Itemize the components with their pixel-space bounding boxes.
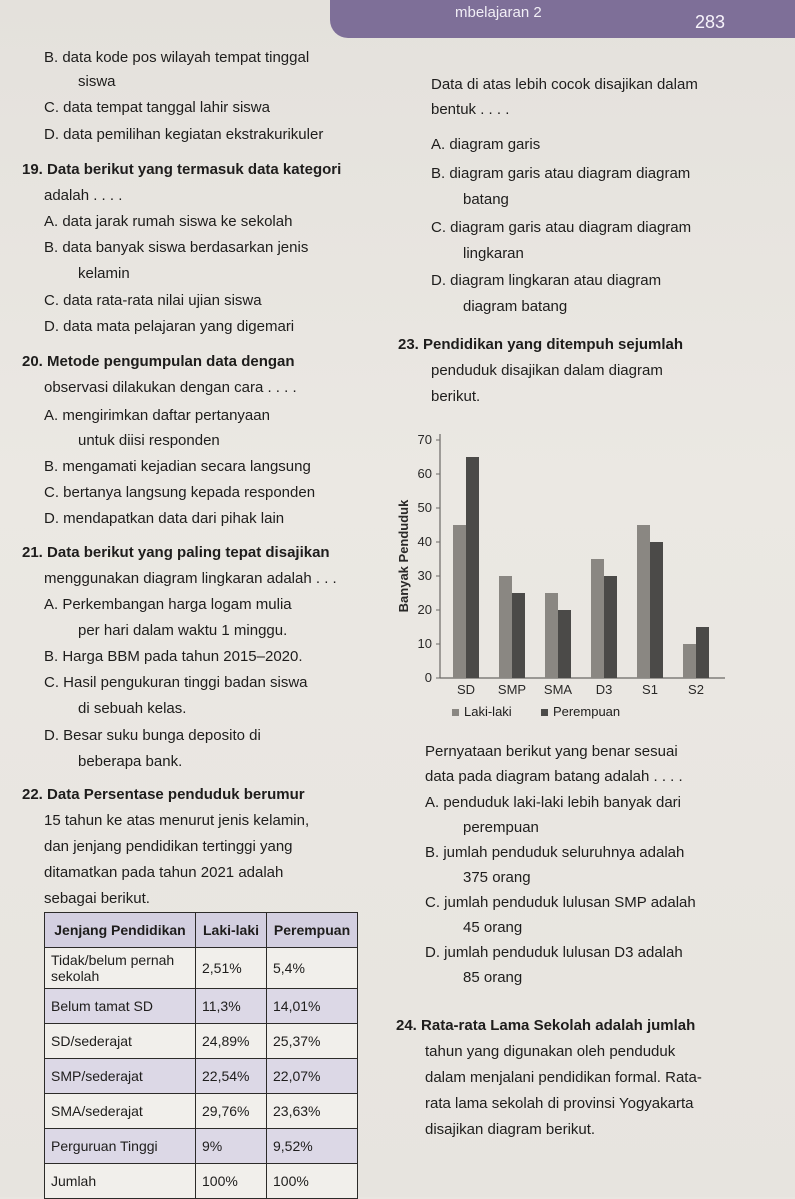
q22-option-a: A. diagram garis	[431, 136, 541, 153]
q23-option-d: D. jumlah penduduk lulusan D3 adalah	[425, 944, 683, 961]
q24-question: 24. Rata-rata Lama Sekolah adalah jumlah	[396, 1017, 696, 1034]
q23-option-b-cont: 375 orang	[463, 869, 531, 886]
bar-s1-laki-laki	[637, 525, 650, 678]
q23-option-a: A. penduduk laki-laki lebih banyak dari	[425, 794, 681, 811]
table-header-row	[45, 913, 358, 948]
table-row	[45, 948, 358, 989]
x-tick-label: SMA	[543, 682, 573, 697]
y-tick-label: 10	[417, 636, 432, 651]
education-percentage-table	[44, 912, 358, 1199]
table-cell: 22,54%	[196, 1059, 267, 1094]
bar-s2-perempuan	[696, 627, 709, 678]
q21-option-a-cont: per hari dalam waktu 1 minggu.	[78, 622, 288, 639]
q23-after-text-cont: data pada diagram batang adalah . . . .	[425, 768, 683, 785]
y-tick-label: 20	[417, 602, 432, 617]
q22-question-l3: dan jenjang pendidikan tertinggi yang	[44, 838, 293, 855]
education-bar-chart	[390, 420, 730, 720]
legend-label-laki: Laki-laki	[464, 704, 512, 719]
y-ticks	[418, 432, 440, 685]
q19-question: 19. Data berikut yang termasuk data kategori	[22, 161, 342, 178]
table-header: Perempuan	[267, 913, 358, 948]
q21-option-c-cont: di sebuah kelas.	[78, 700, 187, 717]
table-cell: SMA/sederajat	[45, 1094, 196, 1129]
q24-question-l5: disajikan diagram berikut.	[425, 1121, 596, 1138]
q20-option-b: B. mengamati kejadian secara langsung	[44, 458, 311, 475]
bar-d3-perempuan	[604, 576, 617, 678]
bar-sma-perempuan	[558, 610, 571, 678]
q22-option-b-cont: batang	[463, 191, 509, 208]
bar-smp-laki-laki	[499, 576, 512, 678]
table-cell: Perguruan Tinggi	[45, 1129, 196, 1164]
x-labels	[457, 682, 704, 697]
q21-question-cont: menggunakan diagram lingkaran adalah . . .	[44, 570, 337, 587]
table-row	[45, 1164, 358, 1199]
q23-option-c-cont: 45 orang	[463, 919, 523, 936]
q20-question: 20. Metode pengumpulan data dengan	[22, 353, 295, 370]
q22-question-l2: 15 tahun ke atas menurut jenis kelamin,	[44, 812, 310, 829]
q22-option-b: B. diagram garis atau diagram diagram	[431, 165, 691, 182]
legend-swatch-laki	[452, 709, 459, 716]
table-cell: 22,07%	[267, 1059, 358, 1094]
x-tick-label: S1	[642, 682, 658, 697]
y-tick-label: 0	[424, 670, 432, 685]
q22-option-c-cont: lingkaran	[463, 245, 524, 262]
table-row	[45, 1024, 358, 1059]
q22-option-d: D. diagram lingkaran atau diagram	[431, 272, 662, 289]
q19-option-c: C. data rata-rata nilai ujian siswa	[44, 292, 262, 309]
x-tick-label: D3	[595, 682, 613, 697]
bar-d3-laki-laki	[591, 559, 604, 678]
legend-label-perempuan: Perempuan	[552, 704, 621, 719]
q18-option-b: B. data kode pos wilayah tempat tinggal	[44, 49, 310, 66]
bar-smp-perempuan	[512, 593, 525, 678]
table-cell: 25,37%	[267, 1024, 358, 1059]
q20-option-d: D. mendapatkan data dari pihak lain	[44, 510, 285, 527]
table-header: Jenjang Pendidikan	[45, 913, 196, 948]
x-tick-label: SD	[456, 682, 476, 697]
q22-option-d-cont: diagram batang	[463, 298, 568, 315]
y-axis-label: Banyak Penduduk	[396, 499, 411, 613]
table-row	[45, 1094, 358, 1129]
page-number: 283	[695, 12, 726, 32]
table-cell: 100%	[267, 1164, 358, 1199]
q19-question-cont: adalah . . . .	[44, 187, 123, 204]
q23-option-a-cont: perempuan	[463, 819, 539, 836]
table-cell: 5,4%	[267, 948, 358, 989]
header-band	[330, 0, 795, 38]
q19-option-b: B. data banyak siswa berdasarkan jenis	[44, 239, 309, 256]
q21-question: 21. Data berikut yang paling tepat disajikan	[22, 544, 330, 561]
q23-option-b: B. jumlah penduduk seluruhnya adalah	[425, 844, 685, 861]
q18-option-c: C. data tempat tanggal lahir siswa	[44, 99, 270, 116]
y-tick-label: 30	[417, 568, 432, 583]
y-tick-label: 70	[417, 432, 432, 447]
chapter-title: mbelajaran 2	[455, 4, 542, 21]
table-row	[45, 1129, 358, 1164]
bar-sd-perempuan	[466, 457, 479, 678]
table-cell: SD/sederajat	[45, 1024, 196, 1059]
q21-option-b: B. Harga BBM pada tahun 2015–2020.	[44, 648, 303, 665]
q18-option-d: D. data pemilihan kegiatan ekstrakurikuler	[44, 126, 324, 143]
y-tick-label: 40	[417, 534, 432, 549]
table-cell: 9%	[196, 1129, 267, 1164]
x-tick-label: SMP	[497, 682, 527, 697]
y-tick-label: 60	[417, 466, 432, 481]
q23-question: 23. Pendidikan yang ditempuh sejumlah	[398, 336, 684, 353]
y-tick-label: 50	[417, 500, 432, 515]
bar-s2-laki-laki	[683, 644, 696, 678]
q23-after-text: Pernyataan berikut yang benar sesuai	[425, 743, 678, 760]
bar-sd-laki-laki	[453, 525, 466, 678]
q20-question-cont: observasi dilakukan dengan cara . . . .	[44, 379, 297, 396]
table-cell: Tidak/belum pernah sekolah	[45, 948, 196, 989]
q24-question-l4: rata lama sekolah di provinsi Yogyakarta	[425, 1095, 694, 1112]
legend-swatch-perempuan	[541, 709, 548, 716]
table-cell: 100%	[196, 1164, 267, 1199]
table-cell: 9,52%	[267, 1129, 358, 1164]
q22-after-text: Data di atas lebih cocok disajikan dalam	[431, 76, 698, 93]
q23-question-l2: penduduk disajikan dalam diagram	[431, 362, 663, 379]
q19-option-d: D. data mata pelajaran yang digemari	[44, 318, 295, 335]
table-cell: 2,51%	[196, 948, 267, 989]
q24-question-l2: tahun yang digunakan oleh penduduk	[425, 1043, 676, 1060]
q20-option-a: A. mengirimkan daftar pertanyaan	[44, 407, 270, 424]
bar-s1-perempuan	[650, 542, 663, 678]
q20-option-a-cont: untuk diisi responden	[78, 432, 220, 449]
table-cell: 14,01%	[267, 989, 358, 1024]
q18-option-b-cont: siswa	[78, 73, 116, 90]
table-cell: 24,89%	[196, 1024, 267, 1059]
table-cell: SMP/sederajat	[45, 1059, 196, 1094]
table-cell: 29,76%	[196, 1094, 267, 1129]
q22-question: 22. Data Persentase penduduk berumur	[22, 786, 305, 803]
bars	[453, 457, 709, 678]
bar-sma-laki-laki	[545, 593, 558, 678]
table-cell: 11,3%	[196, 989, 267, 1024]
q21-option-d-cont: beberapa bank.	[78, 753, 183, 770]
table-row	[45, 989, 358, 1024]
table-row	[45, 1059, 358, 1094]
q22-after-text-cont: bentuk . . . .	[431, 101, 510, 118]
q21-option-a: A. Perkembangan harga logam mulia	[44, 596, 292, 613]
q21-option-c: C. Hasil pengukuran tinggi badan siswa	[44, 674, 308, 691]
x-tick-label: S2	[688, 682, 704, 697]
q23-option-d-cont: 85 orang	[463, 969, 523, 986]
q22-question-l4: ditamatkan pada tahun 2021 adalah	[44, 864, 284, 881]
q22-option-c: C. diagram garis atau diagram diagram	[431, 219, 692, 236]
table-cell: Jumlah	[45, 1164, 196, 1199]
q19-option-b-cont: kelamin	[78, 265, 130, 282]
table-cell: 23,63%	[267, 1094, 358, 1129]
q22-question-l5: sebagai berikut.	[44, 890, 150, 907]
q20-option-c: C. bertanya langsung kepada responden	[44, 484, 316, 501]
q19-option-a: A. data jarak rumah siswa ke sekolah	[44, 213, 293, 230]
q23-question-l3: berikut.	[431, 388, 481, 405]
q23-option-c: C. jumlah penduduk lulusan SMP adalah	[425, 894, 696, 911]
table-header: Laki-laki	[196, 913, 267, 948]
table-cell: Belum tamat SD	[45, 989, 196, 1024]
q24-question-l3: dalam menjalani pendidikan formal. Rata-	[425, 1069, 702, 1086]
q21-option-d: D. Besar suku bunga deposito di	[44, 727, 261, 744]
chart-legend	[452, 702, 620, 721]
